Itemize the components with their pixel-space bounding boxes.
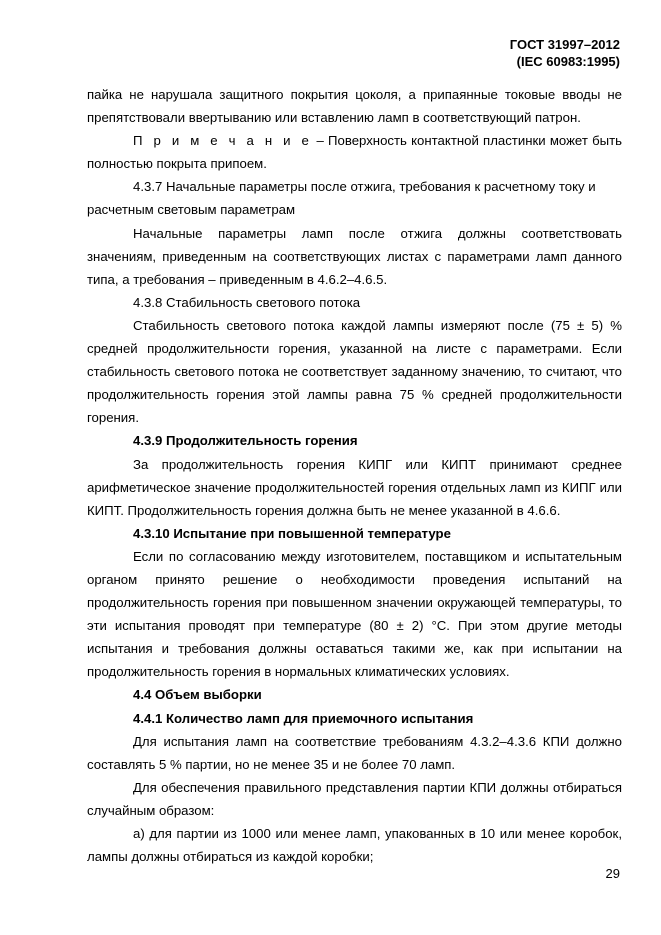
paragraph: пайка не нарушала защитного покрытия цоколя, а припаянные токовые вводы не препятствовали ввертыванию или вставлению ламп в соответствующий патрон. (87, 87, 622, 126)
page-number: 29 (605, 866, 620, 881)
paragraph: Для обеспечения правильного представления партии КПИ должны отбираться случайным образом: (87, 779, 622, 818)
section-heading-4-3-10: 4.3.10 Испытание при повышенной температуре (133, 525, 451, 541)
section-heading-4-3-8: 4.3.8 Стабильность светового потока (133, 294, 361, 310)
iec-reference: (IEC 60983:1995) (516, 54, 620, 69)
section-heading-4-4-1: 4.4.1 Количество ламп для приемочного испытания (133, 710, 474, 726)
paragraph: Для испытания ламп на соответствие требованиям 4.3.2–4.3.6 КПИ должно составлять 5 % партии, но не менее 35 и не более 70 ламп. (87, 733, 622, 772)
standard-number: ГОСТ 31997–2012 (509, 37, 620, 52)
paragraph: Начальные параметры ламп после отжига должны соответствовать значениям, приведенным на соответствующих листах с параметрами ламп данного типа, а требования – приведенным в 4.6.2–4.6.5. (87, 225, 622, 287)
section-heading-4-3-7: 4.3.7 Начальные параметры после отжига, требования к расчетному току и расчетным световым параметрам (87, 179, 596, 218)
body-text (87, 83, 622, 868)
note-text: – Поверхность контактной пластинки может быть полностью покрыта припоем. (87, 133, 623, 172)
section-heading-4-4: 4.4 Объем выборки (133, 687, 262, 703)
section-heading-4-3-9: 4.3.9 Продолжительность горения (133, 433, 358, 449)
list-item: а) для партии из 1000 или менее ламп, упакованных в 10 или менее коробок, лампы должны отбираться из каждой коробки; (87, 826, 622, 865)
note-label: П р и м е ч а н и е (133, 133, 313, 149)
paragraph: За продолжительность горения КИПГ или КИПТ принимают среднее арифметическое значение продолжительностей горения отдельных ламп из КИПГ или КИПТ. Продолжительность горения должна быть не менее указанной в 4.6.6. (87, 456, 622, 518)
page-header (510, 36, 620, 70)
note-paragraph (87, 129, 622, 175)
paragraph: Если по согласованию между изготовителем, поставщиком и испытательным органом принято решение о необходимости проведения испытаний на продолжительность горения при повышенном значении окружающей температуры, то эти испытания проводят при температуре (80 ± 2) °С. При этом другие методы испытания и требования должны оставаться такими же, как при испытании на продолжительность горения в нормальных климатических условиях. (87, 548, 622, 680)
paragraph: Стабильность светового потока каждой лампы измеряют после (75 ± 5) % средней продолжительности горения, указанной на листе с параметрами. Если стабильность светового потока не соответствует заданному значению, то считают, что продолжительность горения этой лампы равна 75 % средней продолжительности горения. (87, 317, 622, 426)
